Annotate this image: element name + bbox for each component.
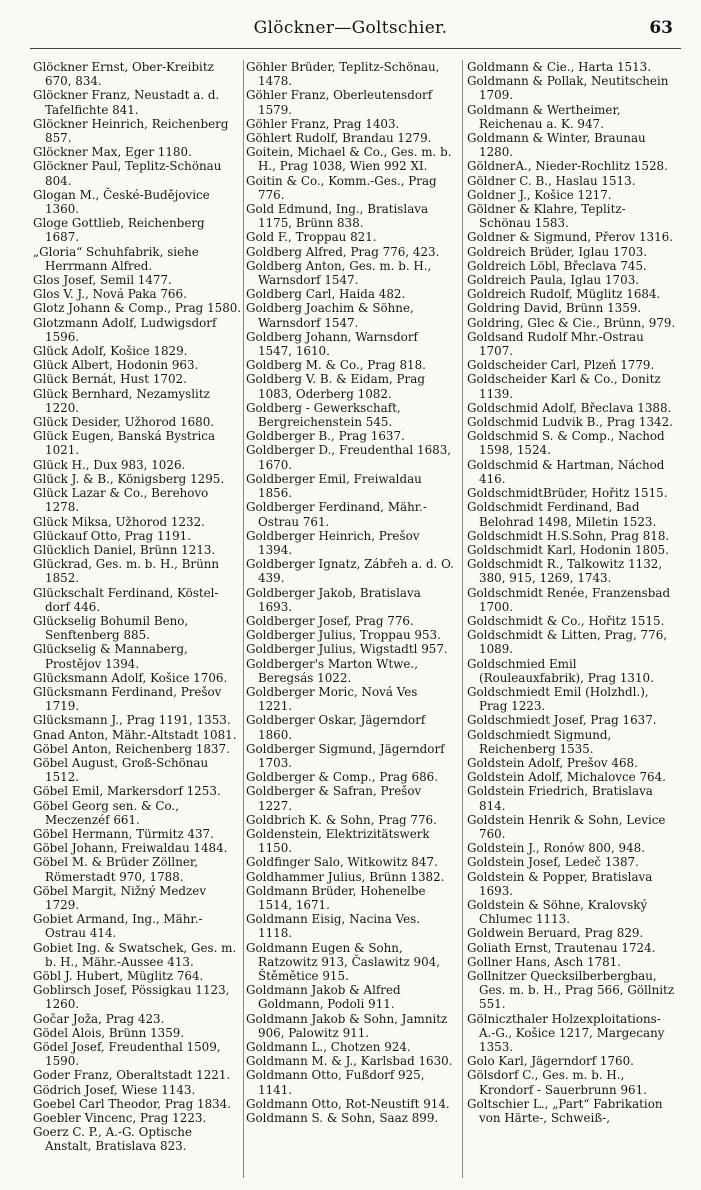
directory-entry: Göbel M. & Brüder Zöllner, Römerstadt 970, 1788. — [33, 855, 199, 884]
directory-entry: Göhler Brüder, Teplitz-Schönau, 1478. — [246, 60, 440, 89]
directory-entry: Goldmann Eisig, Nacina Ves. 1118. — [246, 912, 420, 941]
directory-entry: Gočar Joža, Prag 423. — [33, 1011, 165, 1026]
directory-entry: Goldschmidt & Litten, Prag, 776, 1089. — [467, 628, 668, 657]
directory-entry: Glück Eugen, Banská Bystrica 1021. — [33, 429, 216, 458]
directory-entry: Gödel Alois, Brünn 1359. — [33, 1025, 185, 1040]
directory-entry: Goldschmid Adolf, Břeclava 1388. — [467, 400, 672, 415]
directory-entry: Gödrich Josef, Wiese 1143. — [33, 1082, 196, 1097]
directory-entry: Göbel Johann, Freiwaldau 1484. — [33, 841, 228, 856]
directory-entry: Goldberg V. B. & Eidam, Prag 1083, Oderberg 1082. — [246, 372, 425, 401]
directory-entry: Glos V. J., Nová Paka 766. — [33, 287, 187, 302]
directory-entry: Goldberg Alfred, Prag 776, 423. — [246, 244, 440, 259]
directory-entry: Glück J. & B., Königsberg 1295. — [33, 471, 225, 486]
column-right — [467, 60, 676, 1175]
directory-entry: Glück Miksa, Užhorod 1232. — [33, 514, 205, 529]
directory-entry: Gölniczthaler Holzexploitations-A.-G., Košice 1217, Margecany 1353. — [467, 1011, 665, 1055]
directory-entry: Glöckner Ernst, Ober-Kreibitz 670, 834. — [33, 60, 214, 89]
page-header — [0, 14, 701, 48]
directory-entry: Goldschmidt Ferdinand, Bad Belohrad 1498, Miletin 1523. — [467, 500, 657, 529]
directory-entry: Glücksmann Ferdinand, Prešov 1719. — [33, 684, 222, 714]
directory-entry: Goldberg - Gewerkschaft, Bergreichenstein 545. — [246, 400, 401, 430]
directory-entry: Goldmann Eugen & Sohn, Ratzowitz 913, Časlawitz 904, Štěmětice 915. — [246, 940, 441, 983]
directory-entry: Glotzmann Adolf, Ludwigsdorf 1596. — [33, 315, 217, 344]
directory-entry: Göldner & Klahre, Teplitz-Schönau 1583. — [467, 202, 626, 231]
directory-entry: Goldner J., Košice 1217. — [467, 187, 612, 202]
directory-entry: Goldenstein, Elektrizitätswerk 1150. — [246, 826, 430, 856]
directory-entry: Glück Bernhard, Nezamyslitz 1220. — [33, 386, 210, 415]
directory-entry: Goldmann Otto, Rot-Neustift 914. — [246, 1096, 450, 1111]
directory-entry: Goldberger Julius, Wigstadtl 957. — [246, 642, 448, 657]
directory-entry: Göbel August, Groß-Schönau 1512. — [33, 755, 209, 785]
directory-entry: Goldreich Löbl, Břeclava 745. — [467, 258, 647, 273]
directory-entry: Goliath Ernst, Trautenau 1724. — [467, 940, 656, 955]
directory-entry: Goldschmiedt Emil (Holzhdl.), Prag 1223. — [467, 684, 649, 714]
header-rule — [30, 48, 681, 49]
directory-entry: Goldmann & Winter, Braunau 1280. — [467, 131, 646, 160]
directory-entry: Gollnitzer Quecksilberbergbau, Ges. m. b. H., Prag 566, Göllnitz 551. — [467, 969, 675, 1012]
directory-entry: Goebel Carl Theodor, Prag 1834. — [33, 1096, 232, 1111]
directory-entry: Goldmann Otto, Fußdorf 925, 1141. — [246, 1068, 425, 1097]
directory-entry: Goldstein Adolf, Michalovce 764. — [467, 770, 666, 785]
column-divider-1 — [243, 60, 244, 1178]
directory-entry: Gölsdorf C., Ges. m. b. H., Krondorf - Sauerbrunn 961. — [467, 1068, 647, 1097]
directory-entry: Goldbrich K. & Sohn, Prag 776. — [246, 812, 437, 827]
directory-entry: Goldmann & Pollak, Neutitschein 1709. — [467, 74, 669, 103]
directory-entry: GoldschmidtBrüder, Hořitz 1515. — [467, 486, 668, 501]
directory-entry: Goldhammer Julius, Brünn 1382. — [246, 869, 445, 884]
directory-entry: Goldberger Oskar, Jägerndorf 1860. — [246, 713, 426, 742]
directory-entry: Göbel Anton, Reichenberg 1837. — [33, 741, 230, 756]
directory-entry: Goblirsch Josef, Pössigkau 1123, 1260. — [33, 983, 230, 1012]
directory-entry: Goldwein Beruard, Prag 829. — [467, 926, 644, 941]
directory-entry: GöldnerA., Nieder-Rochlitz 1528. — [467, 159, 668, 174]
directory-entry: Glotz Johann & Comp., Prag 1580. — [33, 301, 242, 316]
directory-entry: Goldmann L., Chotzen 924. — [246, 1040, 411, 1055]
directory-entry: Göbel Hermann, Türmitz 437. — [33, 826, 214, 841]
directory-entry: Glücksmann J., Prag 1191, 1353. — [33, 713, 231, 728]
directory-entry: Gnad Anton, Mähr.-Altstadt 1081. — [33, 727, 237, 742]
directory-entry: Goldberg Carl, Haida 482. — [246, 287, 406, 302]
directory-entry: Goldberg M. & Co., Prag 818. — [246, 358, 426, 373]
directory-entry: Goder Franz, Oberaltstadt 1221. — [33, 1068, 231, 1083]
directory-entry: Goldreich Rudolf, Müglitz 1684. — [467, 287, 661, 302]
directory-entry: Goldner & Sigmund, Přerov 1316. — [467, 230, 674, 245]
directory-entry: Goldmann Brüder, Hohenelbe 1514, 1671. — [246, 883, 426, 912]
directory-entry: Goldstein & Söhne, Kralovský Chlumec 1113. — [467, 897, 648, 927]
directory-entry: Goldmann M. & J., Karlsbad 1630. — [246, 1054, 453, 1069]
directory-entry: „Gloria“ Schuhfabrik, siehe Herrmann Alfred. — [33, 244, 199, 273]
directory-entry: Goldmann S. & Sohn, Saaz 899. — [246, 1111, 439, 1126]
directory-entry: Goldschmidt Karl, Hodonin 1805. — [467, 542, 669, 557]
directory-entry: Goldschmidt Renée, Franzensbad 1700. — [467, 585, 671, 614]
directory-entry: Goldstein & Popper, Bratislava 1693. — [467, 869, 653, 898]
directory-entry: Goebler Vincenc, Prag 1223. — [33, 1111, 207, 1126]
directory-entry: Goldschmidt H.S.Sohn, Prag 818. — [467, 528, 670, 543]
directory-entry: Glücksmann Adolf, Košice 1706. — [33, 670, 228, 685]
directory-entry: Goldschmid & Hartman, Náchod 416. — [467, 457, 665, 486]
directory-entry: Glück Bernát, Hust 1702. — [33, 372, 187, 387]
directory-entry: Glos Josef, Semil 1477. — [33, 273, 172, 288]
directory-entry: Goldberger's Marton Wtwe., Beregsás 1022. — [246, 656, 418, 685]
directory-entry: Goldstein Josef, Ledeč 1387. — [467, 855, 639, 870]
directory-entry: Goldberger B., Prag 1637. — [246, 429, 405, 444]
page-number: 63 — [649, 18, 673, 38]
directory-entry: Goldschmidt & Co., Hořitz 1515. — [467, 613, 665, 628]
directory-entry: Göbl J. Hubert, Müglitz 764. — [33, 969, 204, 983]
directory-entry: Goldmann Jakob & Sohn, Jamnitz 906, Palowitz 911. — [246, 1011, 448, 1040]
directory-entry: Gold Edmund, Ing., Bratislava 1175, Brünn 838. — [246, 202, 429, 231]
running-title: Glöckner—Goltschier. — [253, 18, 448, 38]
directory-entry: Golo Karl, Jägerndorf 1760. — [467, 1054, 634, 1069]
directory-entry: Gobiet Ing. & Swatschek, Ges. m. b. H., Mähr.-Aussee 413. — [33, 940, 237, 969]
directory-entry: Goldring David, Brünn 1359. — [467, 301, 642, 316]
directory-entry: Goerz C. P., A.-G. Optische Anstalt, Bratislava 823. — [33, 1125, 192, 1154]
directory-entry: Goldberger Julius, Troppau 953. — [246, 628, 441, 643]
directory-entry: Göhler Franz, Prag 1403. — [246, 116, 400, 131]
directory-entry: Goldberger Josef, Prag 776. — [246, 613, 414, 628]
directory-entry: Goldberger & Comp., Prag 686. — [246, 770, 439, 785]
directory-entry: Goldmann & Wertheimer, Reichenau a. K. 947. — [467, 102, 621, 131]
directory-entry: Göbel Georg sen. & Co., Meczenzéf 661. — [33, 798, 179, 827]
directory-entry: Goldberg Johann, Warnsdorf 1547, 1610. — [246, 329, 418, 359]
directory-entry: Gloge Gottlieb, Reichenberg 1687. — [33, 216, 205, 245]
directory-entry: Goitein, Michael & Co., Ges. m. b. H., Prag 1038, Wien 992 XI. — [246, 145, 452, 174]
directory-entry: Göbel Emil, Markersdorf 1253. — [33, 784, 221, 799]
directory-entry: Goldberg Anton, Ges. m. b. H., Warnsdorf 1547. — [246, 258, 432, 288]
directory-entry: Glück Lazar & Co., Berehovo 1278. — [33, 486, 209, 515]
directory-entry: Goldstein J., Ronów 800, 948. — [467, 841, 646, 856]
directory-entry: Goldberger Jakob, Bratislava 1693. — [246, 585, 421, 614]
directory-entry: Goldreich Paula, Iglau 1703. — [467, 273, 640, 288]
directory-entry: Goldberger Sigmund, Jägerndorf 1703. — [246, 741, 445, 770]
directory-entry: Goldscheider Karl & Co., Donitz 1139. — [467, 372, 661, 401]
directory-entry: Goldring, Glec & Cie., Brünn, 979. — [467, 315, 676, 330]
directory-entry: Glücklich Daniel, Brünn 1213. — [33, 542, 216, 557]
directory-entry: Glöckner Max, Eger 1180. — [33, 145, 192, 160]
directory-entry: Glück Albert, Hodonin 963. — [33, 358, 199, 373]
directory-entry: Goldreich Brüder, Iglau 1703. — [467, 244, 648, 259]
directory-entry: Göbel Margit, Nižný Medzev 1729. — [33, 883, 207, 912]
column-middle — [246, 60, 455, 1175]
directory-entry: Gold F., Troppau 821. — [246, 230, 377, 245]
directory-entry: Goldstein Adolf, Prešov 468. — [467, 755, 638, 770]
directory-entry: Gollner Hans, Asch 1781. — [467, 954, 622, 969]
directory-entry: Goldsand Rudolf Mhr.-Ostrau 1707. — [467, 329, 644, 359]
directory-entry: Goldschmid S. & Comp., Nachod 1598, 1524. — [467, 429, 665, 458]
directory-entry: Goldstein Henrik & Sohn, Levice 760. — [467, 812, 666, 841]
directory-entry: Glückschalt Ferdinand, Köstel-dorf 446. — [33, 585, 219, 614]
directory-entry: Goldberger Ferdinand, Mähr.-Ostrau 761. — [246, 500, 427, 529]
directory-entry: Goitin & Co., Komm.-Ges., Prag 776. — [246, 173, 437, 202]
directory-entry: Goldschmid Ludvik B., Prag 1342. — [467, 415, 673, 430]
directory-entry: Goldstein Friedrich, Bratislava 814. — [467, 784, 653, 813]
directory-entry: Goldmann Jakob & Alfred Goldmann, Podoli 911. — [246, 983, 401, 1012]
directory-entry: Göhler Franz, Oberleutensdorf 1579. — [246, 88, 433, 117]
directory-entry: Goldschmiedt Sigmund, Reichenberg 1535. — [467, 727, 612, 756]
directory-entry: Glückauf Otto, Prag 1191. — [33, 528, 191, 543]
directory-entry: Glückselig Bohumil Beno, Senftenberg 885. — [33, 613, 189, 643]
directory-entry: Goldberger Moric, Nová Ves 1221. — [246, 684, 418, 714]
directory-entry: Glück H., Dux 983, 1026. — [33, 457, 186, 472]
directory-entry: Glück Adolf, Košice 1829. — [33, 344, 188, 359]
directory-entry: Goldschmidt R., Talkowitz 1132, 380, 915, 1269, 1743. — [467, 557, 663, 586]
column-left — [33, 60, 242, 1175]
directory-entry: Göhlert Rudolf, Brandau 1279. — [246, 131, 432, 146]
directory-columns — [30, 60, 682, 1175]
directory-entry: Glückrad, Ges. m. b. H., Brünn 1852. — [33, 557, 220, 586]
directory-entry: Goldmann & Cie., Harta 1513. — [467, 60, 652, 74]
directory-entry: Goldfinger Salo, Witkowitz 847. — [246, 855, 438, 870]
directory-entry: Goltschier L., „Part“ Fabrikation von Härte-, Schweiß-, — [467, 1096, 663, 1126]
directory-entry: Goldberger Ignatz, Zábřeh a. d. O. 439. — [246, 557, 454, 586]
column-divider-2 — [462, 60, 463, 1178]
directory-entry: Glöckner Franz, Neustadt a. d. Tafelfichte 841. — [33, 88, 220, 117]
directory-entry: Goldberger & Safran, Prešov 1227. — [246, 784, 422, 813]
directory-entry: Goldscheider Carl, Plzeň 1779. — [467, 358, 655, 373]
directory-entry: Goldberger Heinrich, Prešov 1394. — [246, 528, 420, 557]
directory-entry: Goldberger Emil, Freiwaldau 1856. — [246, 471, 422, 501]
directory-entry: Glöckner Paul, Teplitz-Schönau 804. — [33, 159, 222, 188]
directory-entry: Gobiet Armand, Ing., Mähr.-Ostrau 414. — [33, 912, 203, 941]
directory-entry: Goldschmied Emil (Rouleauxfabrik), Prag 1310. — [467, 656, 654, 685]
directory-entry: Goldberger D., Freudenthal 1683, 1670. — [246, 443, 452, 472]
directory-entry: Glogan M., České-Budějovice 1360. — [33, 187, 210, 217]
directory-entry: Glückselig & Mannaberg, Prostějov 1394. — [33, 642, 188, 671]
directory-entry: Glück Desider, Užhorod 1680. — [33, 415, 215, 430]
directory-entry: Gödel Josef, Freudenthal 1509, 1590. — [33, 1040, 221, 1069]
directory-entry: Glöckner Heinrich, Reichenberg 857. — [33, 116, 229, 146]
directory-entry: Göldner C. B., Haslau 1513. — [467, 173, 636, 188]
directory-entry: Goldberg Joachim & Söhne, Warnsdorf 1547. — [246, 301, 414, 330]
directory-entry: Goldschmiedt Josef, Prag 1637. — [467, 713, 657, 728]
